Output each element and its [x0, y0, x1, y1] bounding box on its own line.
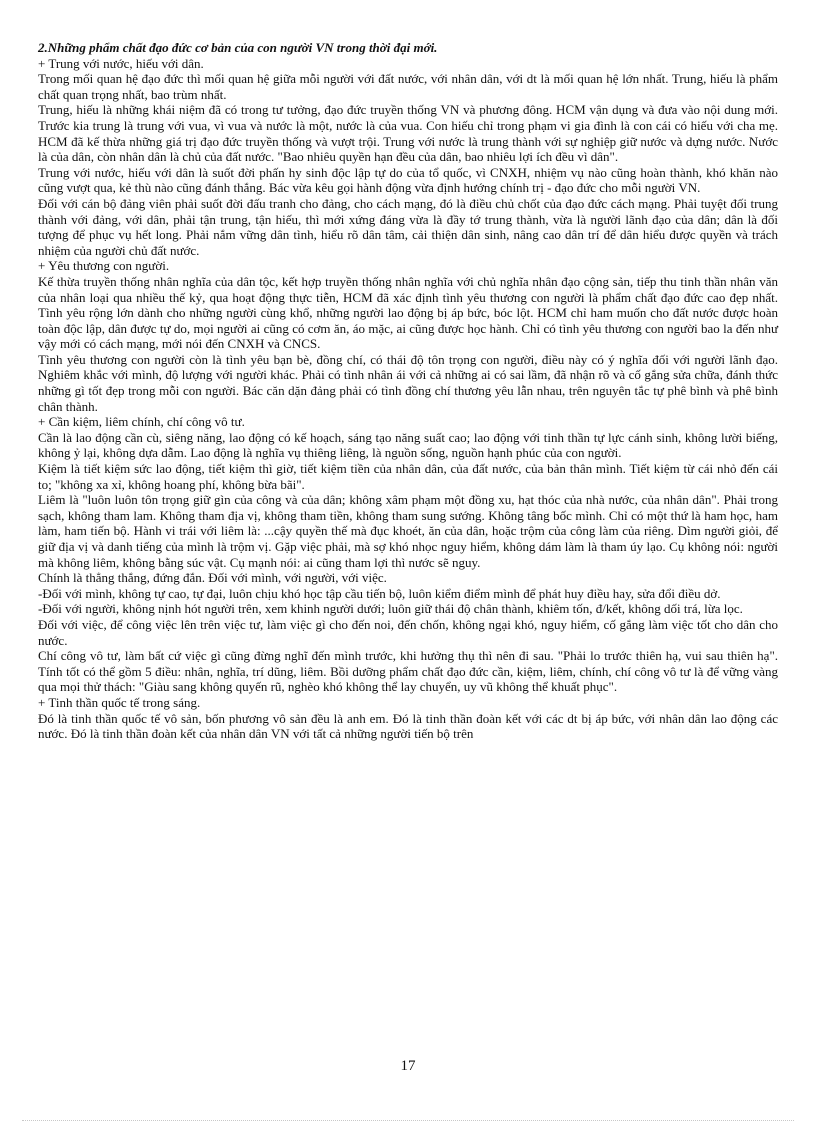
paragraph: Đó là tinh thần quốc tế vô sản, bốn phương vô sản đều là anh em. Đó là tinh thần đoàn kết với các dt bị áp bức, với nhân dân lao động các nước. Đó là tinh thần đoàn kết của nhân dân VN với tất cả những người tiến bộ trên — [38, 710, 778, 742]
page-number: 17 — [400, 1058, 416, 1074]
bullet-internationalism: + Tinh thần quốc tế trong sáng. — [38, 694, 201, 710]
paragraph: Kế thừa truyền thống nhân nghĩa của dân tộc, kết hợp truyền thống nhân nghĩa với chủ nghĩa nhân đạo cộng sản, tiếp thu tinh thần nhân văn của nhân loại qua nhiều thế kỷ, qua hoạt động thực tiễn, HCM đã xác định tình yêu thương con người là phẩm chất đạo đức cao đẹp nhất. Tình yêu rộng lớn dành cho những người cùng khổ, những người lao động bị áp bức, bóc lột. HCM chỉ ham muốn cho đất nước được hoàn toàn độc lập, dân được tự do, mọi người ai cũng có cơm ăn, áo mặc, ai cũng được học hành. Chỉ có tình yêu thương con người bao la đến như vậy mới có cách mạng, mới nói đến CNXH và CNCS. — [38, 273, 778, 352]
paragraph: Đối với cán bộ đảng viên phải suốt đời đấu tranh cho đảng, cho cách mạng, đó là điều chủ chốt của đạo đức cách mạng. Phải tuyệt đối trung thành với đảng, với dân, phải tận trung, tận hiếu, thì mới xứng đáng vừa là đầy tớ trung thành, vừa là người lãnh đạo của dân; dân là đối tượng để phục vụ hết long. Phải nắm vững dân tình, hiểu rõ dân tâm, cải thiện dân sinh, nâng cao dân trí để dân hiểu được quyền và trách nhiệm của người chủ đất nước. — [38, 195, 778, 258]
paragraph: Chính là thẳng thắng, đứng đắn. Đối với mình, với người, với việc. — [38, 570, 387, 586]
paragraph: -Đối với mình, không tự cao, tự đại, luôn chịu khó học tập cầu tiến bộ, luôn kiểm điểm mình để phát huy điều hay, sửa đổi điều dở. — [38, 585, 721, 601]
bullet-loyalty: + Trung với nước, hiếu với dân. — [38, 55, 204, 71]
bullet-diligence: + Cần kiệm, liêm chính, chí công vô tư. — [38, 414, 245, 430]
paragraph: Trung với nước, hiếu với dân là suốt đời phấn hy sinh độc lập tự do của tổ quốc, vì CNXH, nhiệm vụ nào cũng hoàn thành, khó khăn nào cũng vượt qua, kẻ thù nào cũng đánh thắng. Bác vừa kêu gọi hành động vừa định hướng chính trị - đạo đức cho mỗi người VN. — [38, 164, 778, 196]
paragraph: Chí công vô tư, làm bất cứ việc gì cũng đừng nghĩ đến mình trước, khi hưởng thụ thì nên đi sau. "Phải lo trước thiên hạ, vui sau thiên hạ". Tính tốt có thể gồm 5 điều: nhân, nghĩa, trí dũng, liêm. Bồi dưỡng phẩm chất đạo đức cần, kiệm, liêm, chính, chí công vô tư là để vững vàng qua mọi thử thách: "Giàu sang không quyến rũ, nghèo khó không thể lay chuyển, uy vũ không thể khuất phục". — [38, 648, 778, 695]
paragraph: Kiệm là tiết kiệm sức lao động, tiết kiệm thì giờ, tiết kiệm tiền của nhân dân, của đất nước, của bản thân mình. Tiết kiệm từ cái nhỏ đến cái to; "không xa xỉ, không hoang phí, không bừa bãi". — [38, 461, 778, 492]
paragraph: Tình yêu thương con người còn là tình yêu bạn bè, đồng chí, có thái độ tôn trọng con người, điều này có ý nghĩa đối với người lãnh đạo. Nghiêm khắc với mình, độ lượng với người khác. Phải có tình nhân ái với cả những ai có sai lầm, đã nhận rõ và cố gắng sửa chữa, đánh thức những gì tốt đẹp trong mỗi con người. Bác căn dặn đảng phải có tình đồng chí thương yêu lẫn nhau, trên nguyên tắc tự phê bình và phê bình chân thành. — [38, 351, 778, 414]
paragraph: Cần là lao động cần cù, siêng năng, lao động có kế hoạch, sáng tạo năng suất cao; lao động với tinh thần tự lực cánh sinh, không lười biếng, không ỷ lại, không dựa dẫm. Lao động là nghĩa vụ thiêng liêng, là nguồn sống, nguồn hạnh phúc của con người. — [38, 429, 778, 461]
page-bottom-divider — [22, 1120, 794, 1121]
paragraph: -Đối với người, không nịnh hót người trên, xem khinh người dưới; luôn giữ thái độ chân thành, khiêm tốn, đ/kết, không dối trá, lừa lọc. — [38, 601, 743, 617]
page-content — [38, 40, 778, 742]
paragraph: Đối với việc, để công việc lên trên việc tư, làm việc gì cho đến noi, đến chốn, không ngại khó, nguy hiểm, cố gắng làm việc tốt cho dân cho nước. — [38, 616, 778, 648]
bullet-love: + Yêu thương con người. — [38, 258, 170, 274]
section-heading: 2.Những phẩm chất đạo đức cơ bản của con người VN trong thời đại mới. — [38, 40, 438, 55]
paragraph: Trong mối quan hệ đạo đức thì mối quan hệ giữa mỗi người với đất nước, với nhân dân, với dt là mối quan hệ lớn nhất. Trung, hiếu là phẩm chất quan trọng nhất, bao trùm nhất. — [38, 71, 778, 102]
paragraph: Trung, hiếu là những khái niệm đã có trong tư tưởng, đạo đức truyền thống VN và phương đông. HCM vận dụng và đưa vào nội dung mới. Trước kia trung là trung với vua, vì vua và nước là một, nước là của vua. Con hiếu chỉ trong phạm vi gia đình là con cái có hiếu với cha mẹ. HCM đã kế thừa những giá trị đạo đức truyền thống và vượt trội. Trung với nước là trung thành với sự nghiệp giữ nước và dựng nước. Nước là của dân, còn nhân dân là chủ của đất nước. "Bao nhiêu quyền hạn đều của dân, bao nhiêu lợi ích đều vì dân". — [38, 102, 778, 165]
paragraph: Liêm là "luôn luôn tôn trọng giữ gìn của công và của dân; không xâm phạm một đồng xu, hạt thóc của nhà nước, của nhân dân". Phải trong sạch, không tham lam. Không tham địa vị, không tham tiền, không tham sung sướng. Không tâng bốc mình. Chỉ có một thứ là ham học, ham làm, ham tiến bộ. Hành vi trái với liêm là: ...cậy quyền thế mà đục khoét, ăn của dân, hoặc trộm của công làm của riêng. Dìm người giỏi, để giữ địa vị và danh tiếng của mình là trộm vị. Gặp việc phải, mà sợ khó nhọc nguy hiểm, không dám làm là tham úy lạo. Cụ không nói: người mà không liêm, không bằng súc vật. Cụ mạnh nói: ai cũng tham lợi thì nước sẽ nguy. — [38, 492, 778, 570]
